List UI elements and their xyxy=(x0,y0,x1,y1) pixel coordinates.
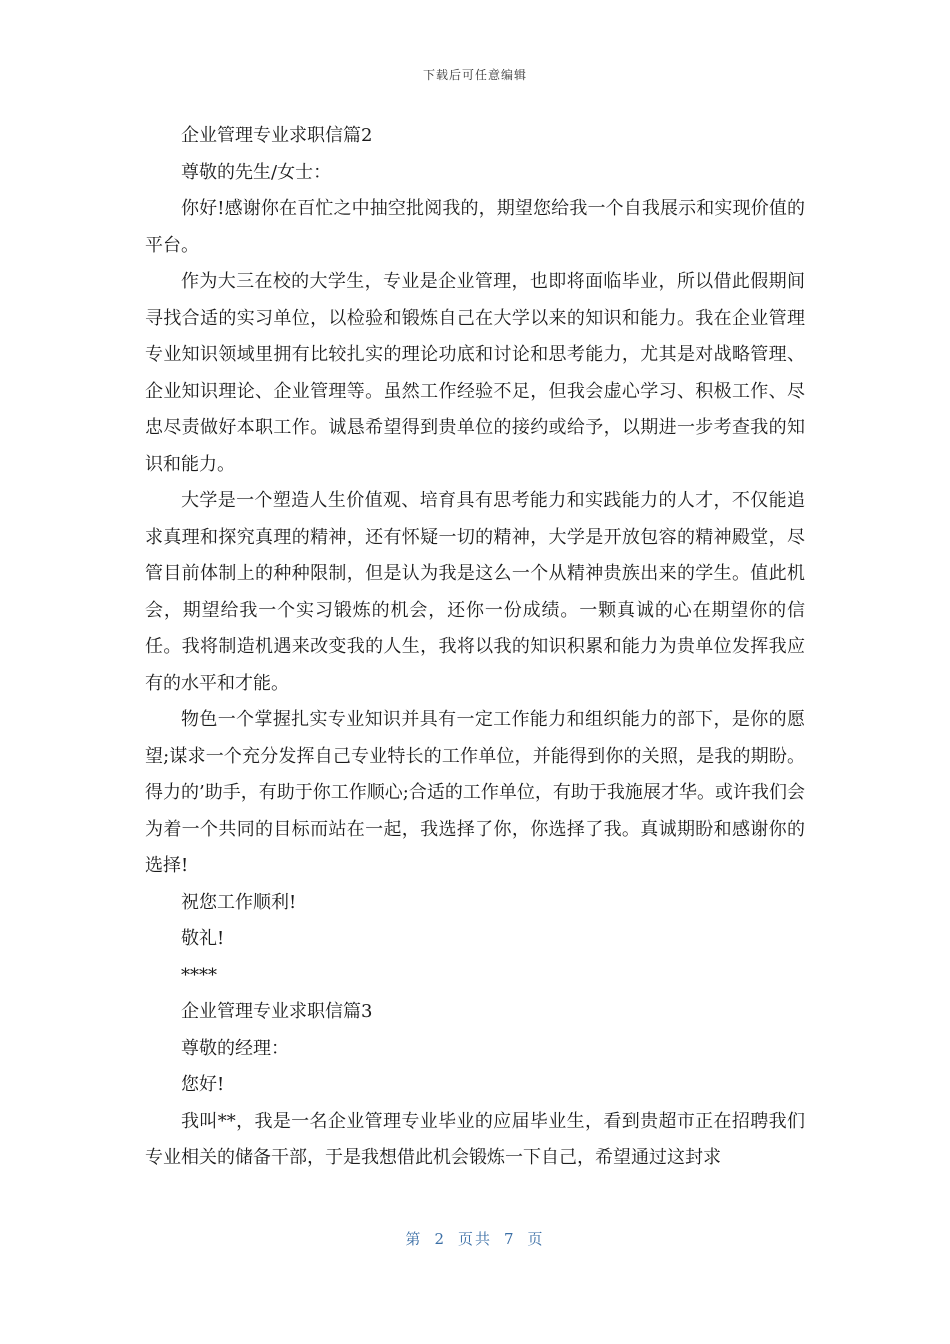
letter2-closing-salute: 敬礼! xyxy=(181,928,225,949)
letter2-paragraph-3: 大学是一个塑造人生价值观、培育具有思考能力和实践能力的人才，不仅能追求真理和探究真理的精神，还有怀疑一切的精神，大学是开放包容的精神殿堂，尽管目前体制上的种种限制，但是认为我是这么一个从精神贵族出来的学生。值此机会，期望给我一个实习锻炼的机会，还你一份成绩。一颗真诚的心在期望你的信任。我将制造机遇来改变我的人生，我将以我的知识积累和能力为贵单位发挥我应有的水平和才能。 xyxy=(145,490,805,694)
page-suffix: 页 xyxy=(527,1230,545,1248)
page-label: 第 xyxy=(405,1230,423,1248)
page-header: 下载后可任意编辑 xyxy=(422,68,527,82)
letter2-closing-wish: 祝您工作顺利! xyxy=(181,891,297,913)
letter2-paragraph-1: 你好!感谢你在百忙之中抽空批阅我的，期望您给我一个自我展示和实现价值的平台。 xyxy=(145,198,805,256)
letter2-title: 企业管理专业求职信篇2 xyxy=(181,125,373,146)
letter2-salutation: 尊敬的先生/女士： xyxy=(181,161,332,183)
total-pages-number: 7 xyxy=(504,1230,516,1248)
letter2-paragraph-4: 物色一个掌握扎实专业知识并具有一定工作能力和组织能力的部下，是你的愿望;谋求一个充分发挥自己专业特长的工作单位，并能得到你的关照，是我的期盼。得力的’助手，有助于你工作顺心;合适的工作单位，有助于我施展才华。或许我们会为着一个共同的目标而站在一起，我选择了你，你选择了我。真诚期盼和感谢你的选择! xyxy=(145,709,805,876)
letter3-paragraph-1: 我叫**，我是一名企业管理专业毕业的应届毕业生，看到贵超市正在招聘我们专业相关的储备干部，于是我想借此机会锻炼一下自己，希望通过这封求 xyxy=(145,1110,805,1168)
letter2-signature: **** xyxy=(181,964,217,986)
page-footer xyxy=(0,1228,950,1249)
letter2-paragraph-2: 作为大三在校的大学生，专业是企业管理，也即将面临毕业，所以借此假期间寻找合适的实习单位，以检验和锻炼自己在大学以来的知识和能力。我在企业管理专业知识领域里拥有比较扎实的理论功底和讨论和思考能力，尤其是对战略管理、企业知识理论、企业管理等。虽然工作经验不足，但我会虚心学习、积极工作、尽忠尽责做好本职工作。诚恳希望得到贵单位的接约或给予，以期进一步考查我的知识和能力。 xyxy=(145,271,805,475)
page-of-label: 页共 xyxy=(457,1230,492,1248)
current-page-number: 2 xyxy=(434,1230,446,1248)
document-body xyxy=(145,118,805,1177)
letter3-title: 企业管理专业求职信篇3 xyxy=(181,1001,373,1022)
letter3-salutation: 尊敬的经理： xyxy=(181,1037,289,1059)
letter3-greeting: 您好! xyxy=(181,1074,225,1095)
